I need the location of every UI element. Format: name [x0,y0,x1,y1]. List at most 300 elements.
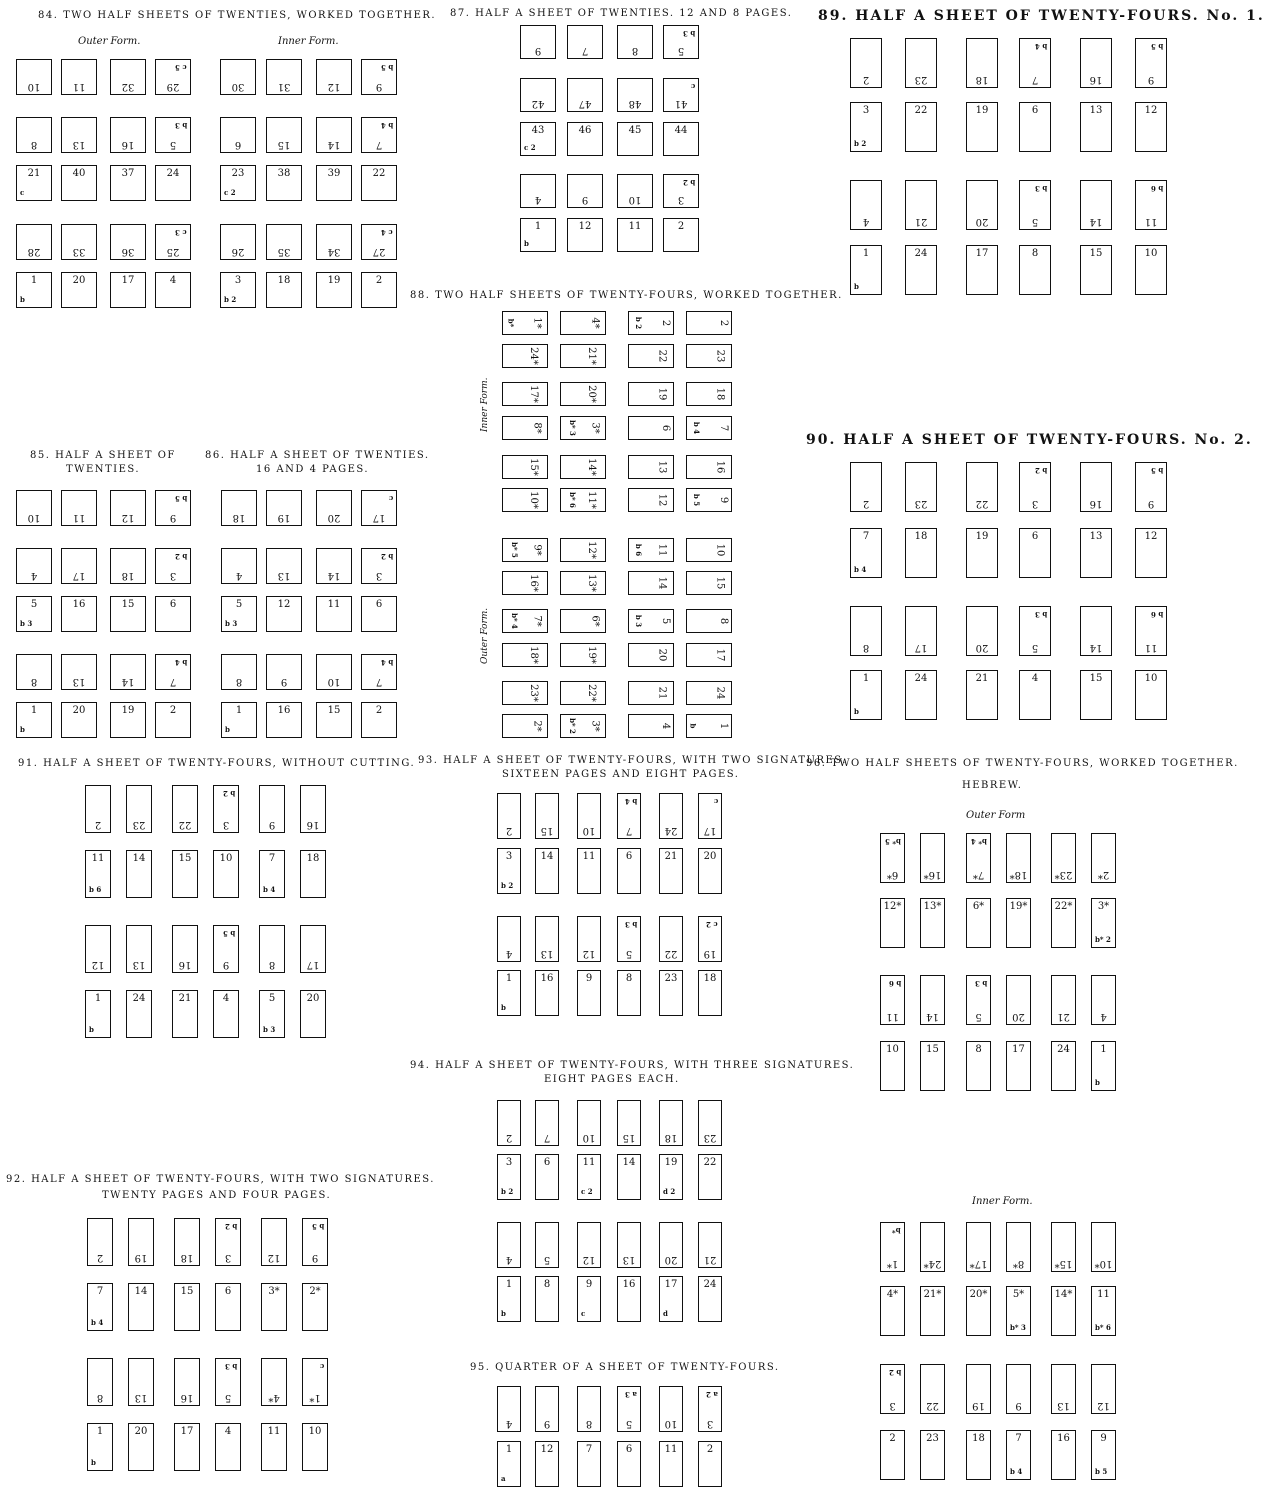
signature-mark: b 6 [888,979,901,988]
signature-mark: b 4 [263,885,276,894]
figure-96-page-box [880,1286,905,1336]
page-number: 10 [664,1418,678,1429]
figure-84-page-box [361,117,397,153]
page-number: 20 [134,1426,148,1437]
page-number: 6* [886,869,899,880]
page-number: 1 [94,993,102,1004]
figure-91-page-box [172,925,198,973]
figure-93-page-box [497,793,521,839]
figure-94-title-1: 94. HALF A SHEET OF TWENTY-FOURS, WITH THREE SIGNATURES. [410,1060,855,1071]
figure-94-page-box [659,1100,683,1146]
page-number: 9 [581,194,589,205]
figure-85-page-box [110,702,146,738]
figure-85-page-box [61,654,97,690]
signature-mark: b 2 [222,789,235,798]
page-number: 24 [715,686,727,700]
figure-88-page-box [560,416,606,440]
page-number: 1 [235,705,243,716]
page-number: 21 [664,851,678,862]
page-number: 4* [589,317,601,329]
figure-88-page-box [686,538,732,562]
page-number: 8 [975,1044,982,1055]
figure-84-page-box [266,224,302,260]
figure-92-page-box [215,1358,241,1406]
figure-91-page-box [259,990,285,1038]
page-number: 12 [267,1252,281,1263]
figure-86-page-box [316,548,352,584]
signature-mark: c 2 [706,920,718,929]
page-number: 16 [622,1279,636,1290]
page-number: 19 [972,1400,985,1411]
figure-84-page-box [266,165,302,201]
page-number: 11 [327,599,341,610]
figure-93-page-box [617,848,641,894]
signature-mark: b* 2 [1095,935,1111,944]
figure-96-page-box [966,975,991,1025]
page-number: 16 [72,599,86,610]
figure-91-page-box [259,925,285,973]
figure-88-page-box [628,538,674,562]
page-number: 29 [166,81,180,92]
page-number: 17* [969,1258,988,1269]
page-number: 14 [1089,642,1103,653]
figure-92-page-box [215,1283,241,1331]
figure-90-page-box [1080,670,1112,720]
figure-84-page-box [220,59,256,95]
page-number: 1 [505,1279,513,1290]
page-number: 20 [657,648,669,662]
page-number: 19 [664,1157,678,1168]
page-number: 8 [543,1279,551,1290]
figure-94-page-box [659,1276,683,1322]
page-number: 34 [327,246,341,257]
page-number: 12 [1144,105,1158,116]
signature-mark: b [854,707,859,716]
page-number: 18 [232,512,246,523]
page-number: 12* [586,541,598,559]
figure-93-page-box [497,916,521,962]
page-number: 7* [972,869,985,880]
page-number: 12 [1144,531,1158,542]
figure-88-page-box [628,311,674,335]
figure-84-page-box [361,272,397,308]
figure-84-page-box [266,59,302,95]
figure-86-page-box [266,654,302,690]
page-number: 8* [1012,1258,1025,1269]
figure-91-page-box [126,925,152,973]
figure-91-page-box [126,785,152,833]
figure-86-page-box [316,596,352,632]
figure-89-page-box [966,38,998,88]
page-number: 14 [540,851,554,862]
figure-84-page-box [316,272,352,308]
page-number: 22 [657,349,669,363]
signature-mark: b 2 [854,139,867,148]
page-number: 3 [222,819,230,830]
figure-87-page-box [567,218,603,252]
page-number: 17 [715,648,727,662]
page-number: 19* [1009,901,1028,912]
figure-87-page-box [663,122,699,156]
page-number: 5 [543,1254,551,1265]
figure-89-page-box [1019,38,1051,88]
figure-91-page-box [172,850,198,898]
figure-84-inner-label: Inner Form. [278,36,339,47]
figure-95-page-box [617,1386,641,1432]
figure-93-page-box [617,970,641,1016]
figure-91-page-box [126,850,152,898]
signature-mark: b [1095,1078,1100,1087]
page-number: 16 [178,959,192,970]
figure-96-page-box [1006,1286,1031,1336]
figure-92-page-box [302,1423,328,1471]
figure-96-page-box [880,975,905,1025]
page-number: 12 [578,221,592,232]
page-number: 4 [1031,673,1039,684]
page-number: 4 [235,570,243,581]
signature-mark: b 4 [854,565,867,574]
figure-94-page-box [698,1222,722,1268]
figure-90-page-box [905,462,937,512]
signature-mark: c 2 [524,143,536,152]
signature-mark: b 5 [222,929,235,938]
figure-91-page-box [85,925,111,973]
figure-96-page-box [1006,898,1031,948]
page-number: 3 [375,570,383,581]
page-number: 15 [540,825,554,836]
figure-88-page-box [628,382,674,406]
page-number: 21 [1057,1011,1070,1022]
figure-94-page-box [535,1222,559,1268]
figure-92-page-box [128,1423,154,1471]
page-number: 11 [1144,216,1158,227]
figure-96-page-box [1091,1041,1116,1091]
figure-89-page-box [1135,102,1167,152]
page-number: 18 [121,570,135,581]
page-number: 2 [677,221,685,232]
figure-96-page-box [1051,833,1076,883]
signature-mark: b* 6 [568,492,578,508]
page-number: 7 [585,1444,593,1455]
page-number: 17 [975,248,989,259]
figure-91-page-box [213,850,239,898]
figure-96-page-box [966,833,991,883]
page-number: 46 [578,125,592,136]
figure-96-page-box [1091,898,1116,948]
page-number: 3 [1031,498,1039,509]
figure-88-page-box [502,714,548,738]
figure-88-page-box [502,344,548,368]
page-number: 22 [975,498,989,509]
figure-84-page-box [16,272,52,308]
figure-93-page-box [659,970,683,1016]
figure-90-page-box [1019,670,1051,720]
figure-96-page-box [1051,1222,1076,1272]
figure-94-page-box [617,1154,641,1200]
figure-94-page-box [698,1276,722,1322]
figure-88-page-box [686,344,732,368]
page-number: 1 [505,973,513,984]
figure-95-title: 95. QUARTER OF A SHEET OF TWENTY-FOURS. [470,1362,780,1373]
page-number: 2 [96,1252,104,1263]
figure-91-page-box [300,925,326,973]
figure-94-page-box [617,1100,641,1146]
page-number: 4 [534,194,542,205]
figure-84-page-box [266,117,302,153]
page-number: 9* [531,544,543,556]
page-number: 12 [91,959,105,970]
signature-mark: b 4 [624,797,637,806]
page-number: 7 [169,676,177,687]
page-number: 7 [268,853,276,864]
signature-mark: b* 3 [568,420,578,436]
figure-92-page-box [215,1218,241,1266]
figure-89-page-box [1135,38,1167,88]
page-number: 18 [306,853,320,864]
figure-93-page-box [535,916,559,962]
signature-mark: b* 6 [1095,1323,1111,1332]
figure-87-page-box [520,174,556,208]
signature-mark: b [688,723,698,729]
page-number: 23* [1054,869,1073,880]
figure-87-page-box [617,218,653,252]
figure-92-title-2: TWENTY PAGES AND FOUR PAGES. [102,1190,332,1201]
page-number: 10 [219,853,233,864]
figure-93-page-box [535,848,559,894]
page-number: 2 [718,319,730,327]
page-number: 3* [589,422,601,434]
figure-89-page-box [966,102,998,152]
signature-mark: b* 5 [510,542,520,558]
figure-94-page-box [497,1222,521,1268]
figure-91-page-box [259,850,285,898]
figure-94-page-box [497,1154,521,1200]
page-number: 16 [180,1392,194,1403]
page-number: 23 [926,1433,939,1444]
page-number: 3* [589,720,601,732]
page-number: 15 [1089,673,1103,684]
signature-mark: b 5 [311,1222,324,1231]
page-number: 5* [1012,1289,1025,1300]
page-number: 18 [914,531,928,542]
figure-96-page-box [966,1041,991,1091]
figure-90-page-box [850,462,882,512]
figure-89-page-box [905,245,937,295]
figure-90-page-box [1135,528,1167,578]
figure-95-page-box [659,1386,683,1432]
page-number: 4 [222,993,230,1004]
page-number: 2 [862,74,870,85]
page-number: 7 [581,45,589,56]
page-number: 20 [306,993,320,1004]
figure-85-page-box [110,548,146,584]
figure-89-page-box [1080,180,1112,230]
page-number: 3 [169,570,177,581]
figure-84-page-box [155,272,191,308]
figure-93-page-box [577,793,601,839]
page-number: 1* [886,1258,899,1269]
figure-86-page-box [266,548,302,584]
figure-92-page-box [87,1283,113,1331]
figure-96-title-1: 96. TWO HALF SHEETS OF TWENTY-FOURS, WORKED TOGETHER. [806,758,1239,769]
figure-88-page-box [628,455,674,479]
signature-mark: b 5 [692,493,702,507]
figure-96-page-box [1006,1364,1031,1414]
figure-96-page-box [920,975,945,1025]
figure-95-page-box [698,1441,722,1487]
figure-91-page-box [259,785,285,833]
page-number: 1 [862,673,870,684]
signature-mark: b 3 [624,920,637,929]
figure-94-page-box [535,1100,559,1146]
page-number: 24 [132,993,146,1004]
signature-mark: b 3 [263,1025,276,1034]
figure-84-page-box [110,117,146,153]
page-number: 24 [703,1279,717,1290]
page-number: 11 [657,543,669,557]
page-number: 10 [582,825,596,836]
signature-mark: c [581,1309,586,1318]
page-number: 23 [132,819,146,830]
page-number: 19 [277,512,291,523]
page-number: 21 [703,1254,717,1265]
figure-88-title: 88. TWO HALF SHEETS OF TWENTY-FOURS, WORKED TOGETHER. [410,290,843,301]
figure-85-page-box [16,548,52,584]
figure-84-page-box [266,272,302,308]
page-number: 7 [625,825,633,836]
figure-84-page-box [155,165,191,201]
page-number: 15 [1089,248,1103,259]
figure-94-title-2: EIGHT PAGES EACH. [544,1074,680,1085]
figure-89-page-box [966,180,998,230]
page-number: 9 [268,819,276,830]
figure-87-page-box [520,218,556,252]
figure-94-page-box [659,1222,683,1268]
page-number: 20 [975,642,989,653]
page-number: 15 [121,599,135,610]
page-number: 8 [268,959,276,970]
page-number: 1 [534,221,542,232]
figure-96-page-box [880,1364,905,1414]
page-number: 6 [234,139,242,150]
page-number: 9 [585,973,593,984]
page-number: 16 [540,973,554,984]
signature-mark: b 2 [682,178,695,187]
figure-96-page-box [880,1222,905,1272]
figure-93-page-box [617,916,641,962]
page-number: 2 [706,1444,714,1455]
figure-94-page-box [535,1276,559,1322]
page-number: 8 [631,45,639,56]
signature-mark: b 4 [380,121,393,130]
figure-88-page-box [628,643,674,667]
signature-mark: b 4 [174,658,187,667]
figure-87-page-box [617,78,653,112]
page-number: 17 [914,642,928,653]
page-number: 23 [664,973,678,984]
page-number: 3* [1097,901,1110,912]
figure-88-page-box [560,681,606,705]
figure-87-page-box [520,25,556,59]
figure-93-page-box [577,970,601,1016]
signature-mark: b 3 [634,614,644,628]
page-number: 19 [657,387,669,401]
figure-87-page-box [663,174,699,208]
figure-88-page-box [560,488,606,512]
page-number: 2 [505,1132,513,1143]
figure-91-page-box [172,785,198,833]
signature-mark: a 2 [706,1390,718,1399]
figure-86-page-box [221,654,257,690]
figure-88-page-box [628,571,674,595]
signature-mark: b 2 [634,316,644,330]
signature-mark: b 3 [1034,184,1047,193]
page-number: 13 [132,959,146,970]
signature-mark: b [854,282,859,291]
page-number: 4 [30,570,38,581]
figure-84-page-box [316,165,352,201]
page-number: 6* [589,615,601,627]
figure-84-page-box [155,224,191,260]
page-number: 22 [914,105,928,116]
figure-86-title-2: 16 AND 4 PAGES. [256,464,370,475]
signature-mark: c 5 [175,63,187,72]
page-number: 3 [224,1252,232,1263]
page-number: 2 [169,705,177,716]
page-number: 14 [134,1286,148,1297]
signature-mark: b 2 [380,552,393,561]
figure-89-page-box [850,38,882,88]
figure-87-page-box [617,25,653,59]
figure-89-page-box [1135,245,1167,295]
page-number: 13 [134,1392,148,1403]
page-number: 9 [222,959,230,970]
figure-96-page-box [966,1430,991,1480]
page-number: 6 [169,599,177,610]
page-number: 25 [166,246,180,257]
figure-88-page-box [502,311,548,335]
figure-90-page-box [966,606,998,656]
figure-96-page-box [1006,833,1031,883]
figure-96-page-box [920,1222,945,1272]
figure-96-page-box [1051,1041,1076,1091]
page-number: 12 [277,599,291,610]
page-number: 14 [327,570,341,581]
figure-96-page-box [880,1041,905,1091]
page-number: 20 [72,275,86,286]
figure-96-outer-label: Outer Form [966,810,1026,821]
figure-86-page-box [361,490,397,526]
page-number: 13 [1089,531,1103,542]
figure-89-page-box [1080,102,1112,152]
page-number: 23 [231,168,245,179]
figure-91-page-box [213,990,239,1038]
figure-92-page-box [261,1423,287,1471]
page-number: 37 [121,168,135,179]
page-number: 18* [1009,869,1028,880]
figure-86-page-box [316,654,352,690]
figure-84-page-box [110,59,146,95]
figure-92-page-box [261,1283,287,1331]
page-number: 15 [277,139,291,150]
page-number: 5 [677,45,685,56]
page-number: 13 [622,1254,636,1265]
page-number: 15 [622,1132,636,1143]
page-number: 6 [625,1444,633,1455]
signature-mark: c [20,188,25,197]
figure-95-page-box [617,1441,641,1487]
figure-93-page-box [659,848,683,894]
